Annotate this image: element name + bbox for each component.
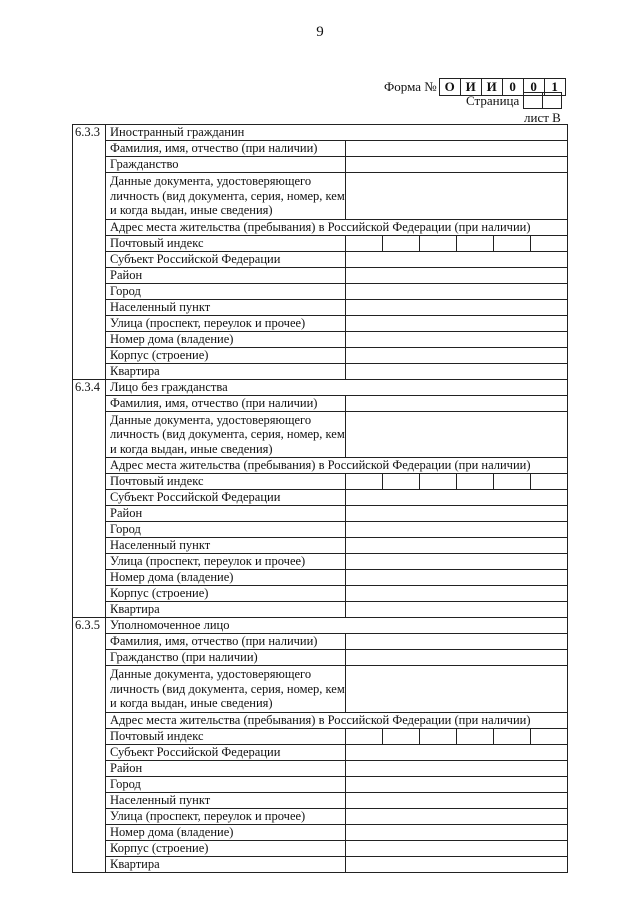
field-label: Субъект Российской Федерации xyxy=(106,745,346,760)
field-label: Район xyxy=(106,506,346,521)
form-row xyxy=(106,808,567,824)
field-input[interactable] xyxy=(346,300,567,315)
postal-digit-cell[interactable] xyxy=(493,729,530,744)
form-row xyxy=(106,585,567,601)
field-label: Гражданство xyxy=(106,157,346,172)
field-label: Район xyxy=(106,268,346,283)
field-input[interactable] xyxy=(346,761,567,776)
section-number: 6.3.4 xyxy=(73,380,106,618)
postal-code-input[interactable] xyxy=(346,236,567,251)
field-label: Фамилия, имя, отчество (при наличии) xyxy=(106,141,346,156)
field-input[interactable] xyxy=(346,141,567,156)
field-input[interactable] xyxy=(346,522,567,537)
form-row xyxy=(106,505,567,521)
field-input[interactable] xyxy=(346,745,567,760)
field-label: Данные документа, удостоверяющего личность (вид документа, серия, номер, кем и когда выдан, иные сведения) xyxy=(106,666,346,712)
field-input[interactable] xyxy=(346,554,567,569)
form-row xyxy=(106,299,567,315)
field-label: Субъект Российской Федерации xyxy=(106,490,346,505)
field-input[interactable] xyxy=(346,825,567,840)
field-input[interactable] xyxy=(346,252,567,267)
form-row xyxy=(106,744,567,760)
field-label: Фамилия, имя, отчество (при наличии) xyxy=(106,634,346,649)
postal-digit-cell[interactable] xyxy=(382,236,419,251)
postal-digit-cell[interactable] xyxy=(382,729,419,744)
field-input[interactable] xyxy=(346,650,567,665)
field-label: Номер дома (владение) xyxy=(106,825,346,840)
section-number: 6.3.3 xyxy=(73,125,106,379)
section-6-3-4 xyxy=(73,379,567,618)
sheet-label: лист В xyxy=(524,110,561,125)
postal-digit-cell[interactable] xyxy=(493,474,530,489)
form-row xyxy=(106,776,567,792)
section-body xyxy=(106,380,567,618)
form-code-cell: И xyxy=(481,79,502,95)
section-title: Иностранный гражданин xyxy=(110,125,245,139)
field-label: Адрес места жительства (пребывания) в Российской Федерации (при наличии) xyxy=(110,219,531,234)
form-row xyxy=(106,140,567,156)
form-row xyxy=(106,553,567,569)
field-label: Улица (проспект, переулок и прочее) xyxy=(106,809,346,824)
field-label: Адрес места жительства (пребывания) в Российской Федерации (при наличии) xyxy=(110,712,531,727)
field-label: Город xyxy=(106,777,346,792)
field-input[interactable] xyxy=(346,316,567,331)
postal-digit-cell[interactable] xyxy=(419,729,456,744)
form-row xyxy=(106,267,567,283)
form-row xyxy=(106,649,567,665)
field-label: Район xyxy=(106,761,346,776)
form-row xyxy=(106,712,567,728)
form-row xyxy=(106,633,567,649)
field-label: Квартира xyxy=(106,364,346,379)
page-number-boxes[interactable] xyxy=(523,92,562,109)
form-row xyxy=(106,824,567,840)
page-field xyxy=(466,92,562,109)
field-label: Фамилия, имя, отчество (при наличии) xyxy=(106,396,346,411)
field-input[interactable] xyxy=(346,841,567,856)
field-label: Номер дома (владение) xyxy=(106,570,346,585)
postal-digit-cell[interactable] xyxy=(456,474,493,489)
field-input[interactable] xyxy=(346,506,567,521)
postal-digit-cell[interactable] xyxy=(530,236,567,251)
postal-digit-cell[interactable] xyxy=(419,474,456,489)
field-label: Номер дома (владение) xyxy=(106,332,346,347)
page-number: 9 xyxy=(316,24,324,40)
field-input[interactable] xyxy=(346,364,567,379)
postal-digit-cell[interactable] xyxy=(530,474,567,489)
field-label: Данные документа, удостоверяющего личность (вид документа, серия, номер, кем и когда выдан, иные сведения) xyxy=(106,173,346,219)
field-label: Квартира xyxy=(106,857,346,872)
field-input[interactable] xyxy=(346,284,567,299)
section-title: Уполномоченное лицо xyxy=(110,618,230,632)
form-row xyxy=(106,363,567,379)
field-input[interactable] xyxy=(346,602,567,617)
postal-digit-cell[interactable] xyxy=(346,236,382,251)
form-row xyxy=(106,395,567,411)
field-label: Улица (проспект, переулок и прочее) xyxy=(106,316,346,331)
field-label: Населенный пункт xyxy=(106,793,346,808)
form-row xyxy=(106,856,567,872)
form-label: Форма № xyxy=(384,79,437,94)
field-input[interactable] xyxy=(346,490,567,505)
form-table xyxy=(72,124,568,873)
postal-digit-cell[interactable] xyxy=(493,236,530,251)
postal-digit-cell[interactable] xyxy=(456,729,493,744)
form-row xyxy=(106,728,567,744)
form-row xyxy=(106,251,567,267)
field-label: Корпус (строение) xyxy=(106,586,346,601)
field-input[interactable] xyxy=(346,586,567,601)
form-row xyxy=(106,840,567,856)
field-input[interactable] xyxy=(346,666,567,712)
form-row xyxy=(106,283,567,299)
form-row xyxy=(106,315,567,331)
section-title: Лицо без гражданства xyxy=(110,379,228,394)
field-label: Почтовый индекс xyxy=(106,729,346,744)
form-row xyxy=(106,347,567,363)
section-body xyxy=(106,618,567,872)
form-row xyxy=(106,473,567,489)
field-label: Почтовый индекс xyxy=(106,474,346,489)
postal-digit-cell[interactable] xyxy=(419,236,456,251)
postal-digit-cell[interactable] xyxy=(346,729,382,744)
field-input[interactable] xyxy=(346,348,567,363)
form-code-cell: И xyxy=(460,79,481,95)
field-label: Данные документа, удостоверяющего личность (вид документа, серия, номер, кем и когда выдан, иные сведения) xyxy=(106,412,346,458)
field-label: Населенный пункт xyxy=(106,300,346,315)
field-input[interactable] xyxy=(346,268,567,283)
form-row xyxy=(106,219,567,235)
field-input[interactable] xyxy=(346,538,567,553)
field-label: Гражданство (при наличии) xyxy=(106,650,346,665)
postal-digit-cell[interactable] xyxy=(346,474,382,489)
section-body xyxy=(106,125,567,379)
form-code-cell: 0 xyxy=(502,79,523,95)
field-input[interactable] xyxy=(346,157,567,172)
field-label: Улица (проспект, переулок и прочее) xyxy=(106,554,346,569)
page-label: Страница xyxy=(466,92,520,108)
postal-code-input[interactable] xyxy=(346,474,567,489)
field-input[interactable] xyxy=(346,793,567,808)
form-row xyxy=(106,457,567,473)
field-input[interactable] xyxy=(346,777,567,792)
field-input[interactable] xyxy=(346,570,567,585)
form-row xyxy=(106,172,567,219)
form-row xyxy=(106,537,567,553)
field-input[interactable] xyxy=(346,173,567,219)
section-number: 6.3.5 xyxy=(73,618,106,872)
field-label: Корпус (строение) xyxy=(106,348,346,363)
form-code-cell: О xyxy=(444,79,455,94)
section-6-3-3 xyxy=(73,125,567,379)
field-label: Населенный пункт xyxy=(106,538,346,553)
postal-digit-cell[interactable] xyxy=(382,474,419,489)
form-row xyxy=(106,792,567,808)
postal-code-input[interactable] xyxy=(346,729,567,744)
field-label: Корпус (строение) xyxy=(106,841,346,856)
form-row xyxy=(106,156,567,172)
form-row xyxy=(106,760,567,776)
form-row xyxy=(106,489,567,505)
form-code-cell: 1 xyxy=(544,79,565,95)
field-label: Квартира xyxy=(106,602,346,617)
field-label: Адрес места жительства (пребывания) в Российской Федерации (при наличии) xyxy=(110,458,531,472)
form-row xyxy=(106,665,567,712)
field-input[interactable] xyxy=(346,332,567,347)
form-row xyxy=(106,331,567,347)
field-input[interactable] xyxy=(346,857,567,872)
field-input[interactable] xyxy=(346,634,567,649)
form-row xyxy=(106,569,567,585)
field-label: Город xyxy=(106,522,346,537)
form-row xyxy=(106,521,567,537)
field-label: Город xyxy=(106,284,346,299)
field-label: Почтовый индекс xyxy=(106,236,346,251)
field-input[interactable] xyxy=(346,412,567,458)
field-label: Субъект Российской Федерации xyxy=(106,252,346,267)
form-row xyxy=(106,235,567,251)
form-row xyxy=(106,411,567,458)
form-code-cell: 0 xyxy=(523,79,544,95)
section-6-3-5 xyxy=(73,617,567,872)
form-row xyxy=(106,601,567,617)
field-input[interactable] xyxy=(346,396,567,411)
field-input[interactable] xyxy=(346,809,567,824)
postal-digit-cell[interactable] xyxy=(456,236,493,251)
postal-digit-cell[interactable] xyxy=(530,729,567,744)
